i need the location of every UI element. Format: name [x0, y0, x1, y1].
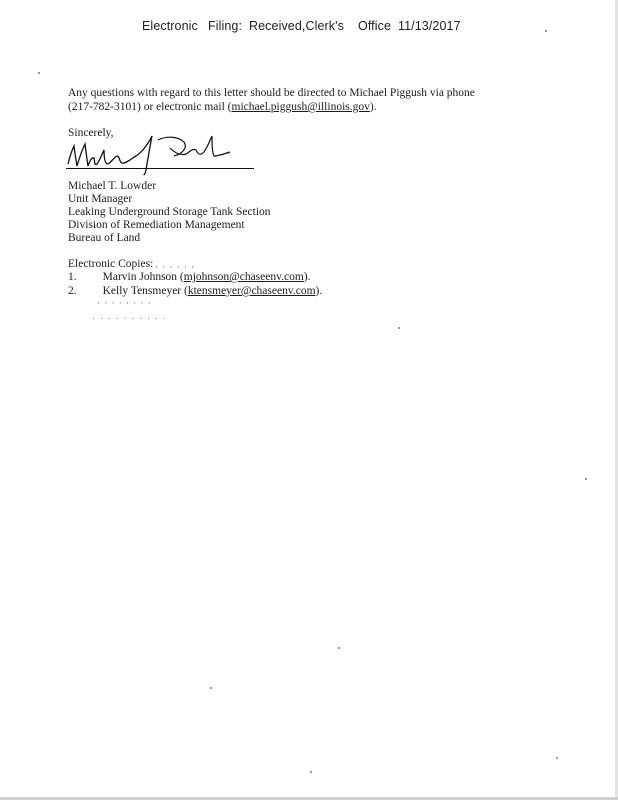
scan-artifact: · · · · · · [155, 262, 196, 272]
copy-item-name: Kelly Tensmeyer ( [102, 285, 188, 297]
header-office: Office [358, 19, 392, 33]
signer-division: Division of Remediation Management [68, 219, 245, 231]
copy-item-number: 2. [68, 285, 77, 297]
copy-email-link-1[interactable]: mjohnson@chaseenv.com [183, 271, 304, 283]
questions-line-2 [68, 101, 377, 115]
scan-artifact: · · · · · · · · · · [92, 314, 167, 325]
handwritten-signature [62, 130, 262, 178]
signature-line [66, 168, 254, 169]
scan-speck [210, 687, 212, 689]
questions-line-1: Any questions with regard to this letter should be directed to Michael Piggush via phone [68, 87, 475, 99]
header-received: Received,Clerk's [249, 19, 344, 33]
header-electronic: Electronic [142, 19, 198, 33]
signer-bureau: Bureau of Land [68, 232, 141, 244]
copy-item-1 [68, 271, 311, 285]
copy-item-suffix: ). [315, 285, 323, 297]
scan-speck [585, 478, 587, 480]
copies-heading: Electronic Copies: [68, 258, 154, 270]
copy-email-link-2[interactable]: ktensmeyer@chaseenv.com [187, 285, 316, 297]
contact-email-link[interactable]: michael.piggush@illinois.gov [231, 101, 370, 113]
header-filing: Filing: [208, 19, 243, 33]
scan-speck [38, 72, 40, 74]
scan-speck [310, 771, 312, 773]
copy-item-suffix: ). [303, 271, 311, 283]
signer-name: Michael T. Lowder [68, 180, 157, 192]
copy-item-number: 1. [68, 271, 77, 283]
closing-salutation: Sincerely, [68, 127, 114, 139]
copy-item-2 [68, 285, 322, 299]
signer-title: Unit Manager [68, 193, 133, 205]
questions-prefix: (217-782-3101) or electronic mail ( [68, 101, 232, 113]
header-date: 11/13/2017 [398, 19, 461, 33]
scan-speck [338, 647, 340, 649]
scan-speck [556, 757, 558, 759]
scan-speck [398, 327, 400, 329]
signer-section: Leaking Underground Storage Tank Section [68, 206, 271, 218]
copy-item-name: Marvin Johnson ( [102, 271, 184, 283]
scan-artifact: · · · · · · · · [97, 298, 152, 308]
questions-suffix: ). [369, 101, 377, 113]
scan-speck [545, 30, 547, 32]
